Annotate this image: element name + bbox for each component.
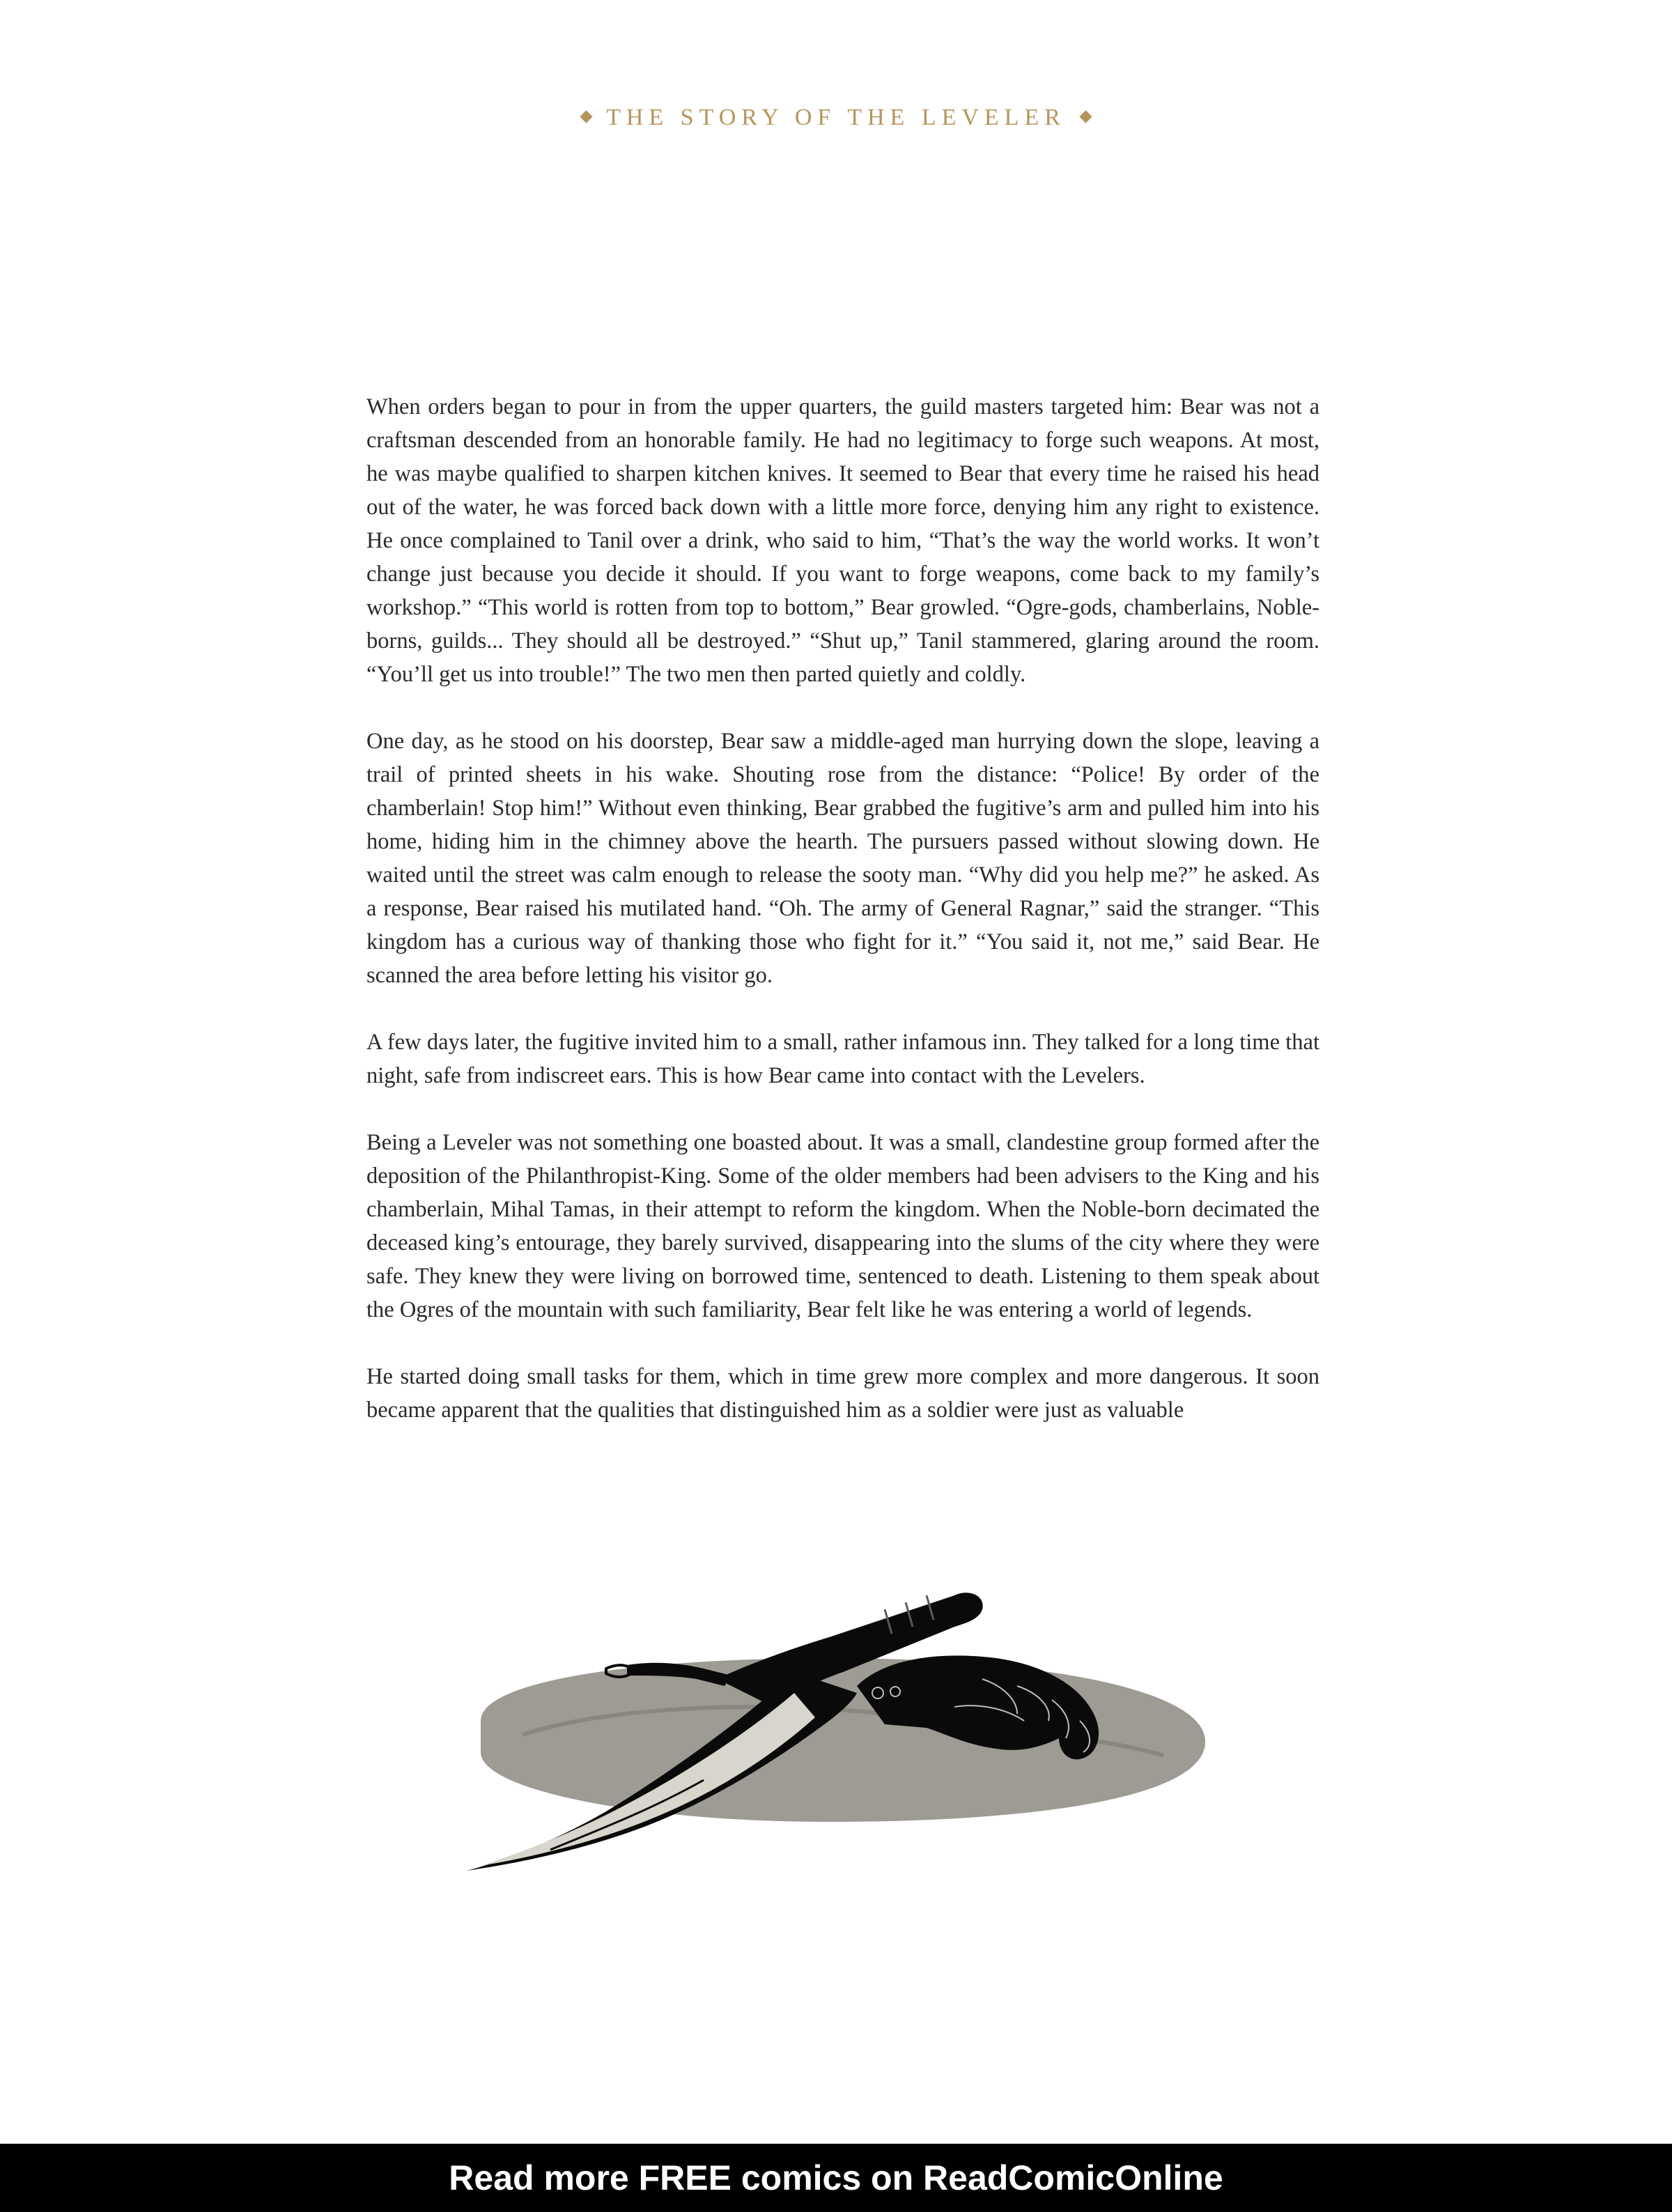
story-text xyxy=(366,390,1319,1460)
paragraph: When orders began to pour in from the upper quarters, the guild masters targeted him: Bear was not a craftsman descended from an honorable family. He had no legitimacy to forge such weapons. At most, he was maybe qualified to sharpen kitchen knives. It seemed to Bear that every time he raised his head out of the water, he was forced back down with a little more force, denying him any right to existence. He once complained to Tanil over a drink, who said to him, “That’s the way the world works. It won’t change just because you decide it should. If you want to forge weapons, come back to my family’s workshop.” “This world is rotten from top to bottom,” Bear growled. “Ogre-gods, chamberlains, Noble-borns, guilds... They should all be destroyed.” “Shut up,” Tanil stammered, glaring around the room. “You’ll get us into trouble!” The two men then parted quietly and coldly. xyxy=(366,394,1319,687)
diamond-ornament-icon xyxy=(1079,110,1092,123)
paragraph: A few days later, the fugitive invited him to a small, rather infamous inn. They talked for a long time that night, safe from indiscreet ears. This is how Bear came into contact with the Levelers. xyxy=(366,1030,1319,1088)
promo-banner-text[interactable]: Read more FREE comics on ReadComicOnline xyxy=(449,2158,1223,2197)
paragraph: One day, as he stood on his doorstep, Bear saw a middle-aged man hurrying down the slope, leaving a trail of printed sheets in his wake. Shouting rose from the distance: “Police! By order of the chamberlain! Stop him!” Without even thinking, Bear grabbed the fugitive’s arm and pulled him into his home, hiding him in the chimney above the hearth. The pursuers passed without slowing down. He waited until the street was calm enough to release the sooty man. “Why did you help me?” he asked. As a response, Bear raised his mutilated hand. “Oh. The army of General Ragnar,” said the stranger. “This kingdom has a curious way of thanking those who fight for it.” “You said it, not me,” said Bear. He scanned the area before letting his visitor go. xyxy=(366,729,1319,988)
diamond-ornament-icon xyxy=(580,110,592,123)
dagger-and-gauntlet-illustration xyxy=(467,1581,1212,1888)
page-header xyxy=(0,105,1672,131)
paragraph: He started doing small tasks for them, which in time grew more complex and more dangerous. It soon became apparent that the qualities that distinguished him as a soldier were just as valuable xyxy=(366,1364,1319,1423)
paragraph: Being a Leveler was not something one boasted about. It was a small, clandestine group formed after the deposition of the Philanthropist-King. Some of the older members had been advisers to the King and his chamberlain, Mihal Tamas, in their attempt to reform the kingdom. When the Noble-born decimated the deceased king’s entourage, they barely survived, disappearing into the slums of the city where they were safe. They knew they were living on borrowed time, sentenced to death. Listening to them speak about the Ogres of the mountain with such familiarity, Bear felt like he was entering a world of legends. xyxy=(366,1130,1319,1322)
promo-banner[interactable] xyxy=(0,2144,1672,2212)
header-title: THE STORY OF THE LEVELER xyxy=(606,105,1066,130)
